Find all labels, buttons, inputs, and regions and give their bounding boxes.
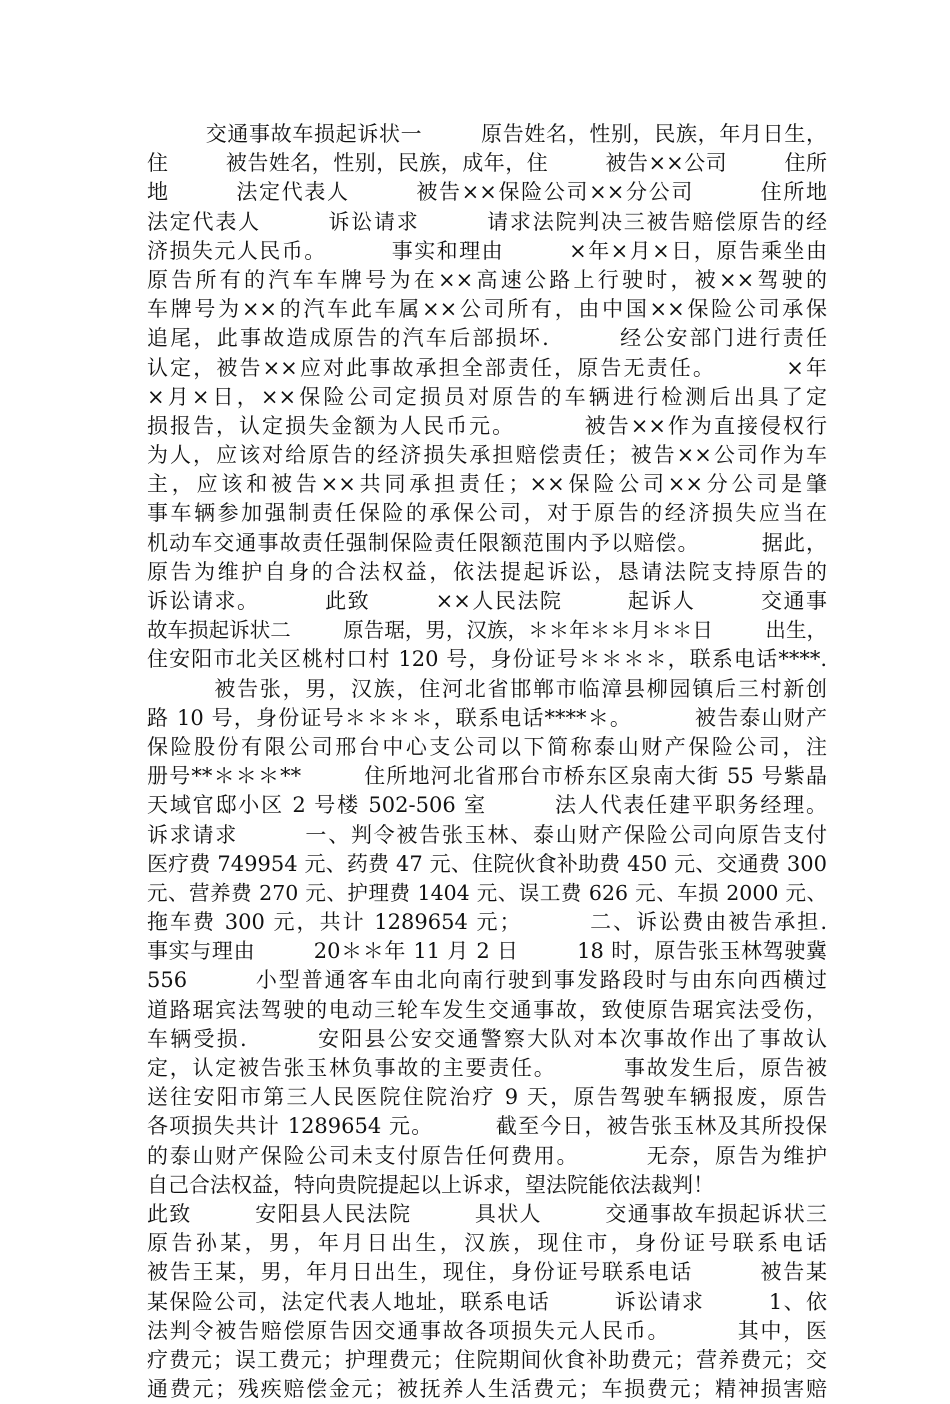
- text-line: 损报告，认定损失金额为人民币元。 被告××作为直接侵权行: [147, 413, 827, 438]
- text-line: 地 法定代表人 被告××保险公司××分公司 住所地: [147, 180, 827, 205]
- text-line: 路 10 号，身份证号＊＊＊＊，联系电话****＊。 被告泰山财产: [147, 705, 827, 730]
- text-line: ×月×日，××保险公司定损员对原告的车辆进行检测后出具了定: [147, 384, 827, 409]
- text-line: 的泰山财产保险公司未支付原告任何费用。 无奈，原告为维护: [147, 1143, 827, 1168]
- text-line: 车辆受损. 安阳县公安交通警察大队对本次事故作出了事故认: [147, 1026, 827, 1051]
- text-line: 济损失元人民币。 事实和理由 ×年×月×日，原告乘坐由: [147, 238, 827, 263]
- text-line: 车牌号为××的汽车此车属××公司所有，由中国××保险公司承保: [147, 297, 827, 322]
- text-line: 法判令被告赔偿原告因交通事故各项损失元人民币。 其中，医: [147, 1318, 827, 1343]
- text-line: 原告为维护自身的合法权益，依法提起诉讼，恳请法院支持原告的: [147, 559, 827, 584]
- text-line: 事车辆参加强制责任保险的承保公司，对于原告的经济损失应当在: [147, 501, 827, 526]
- text-line: 住 被告姓名，性别，民族，成年，住 被告××公司 住所: [147, 151, 827, 176]
- text-line: 故车损起诉状二 原告琚，男，汉族，＊＊年＊＊月＊＊日 出生，: [147, 618, 827, 643]
- text-line: 认定，被告××应对此事故承担全部责任，原告无责任。 ×年: [147, 355, 827, 380]
- text-line: 住安阳市北关区桃村口村 120 号，身份证号＊＊＊＊，联系电话****.: [147, 647, 827, 672]
- text-line: 556 小型普通客车由北向南行驶到事发路段时与由东向西横过: [147, 968, 827, 993]
- text-line: 原告孙某，男，年月日出生，汉族，现住市，身份证号联系电话: [147, 1231, 827, 1256]
- text-line: 事实与理由 20＊＊年 11 月 2 日 18 时，原告张玉林驾驶冀: [147, 939, 827, 964]
- text-line: 天域官邸小区 2 号楼 502-506 室 法人代表任建平职务经理。: [147, 793, 827, 818]
- text-line: 追尾，此事故造成原告的汽车后部损坏. 经公安部门进行责任: [147, 326, 827, 351]
- text-line: 为人，应该对给原告的经济损失承担赔偿责任；被告××公司作为车: [147, 443, 827, 468]
- text-line: 此致 安阳县人民法院 具状人 交通事故车损起诉状三: [147, 1201, 827, 1226]
- text-line: 自己合法权益，特向贵院提起以上诉求，望法院能依法裁判！: [147, 1172, 714, 1197]
- text-line: 保险股份有限公司邢台中心支公司以下简称泰山财产保险公司，注: [147, 734, 827, 759]
- text-line: 元、营养费 270 元、护理费 1404 元、误工费 626 元、车损 2000 元、: [147, 880, 827, 905]
- text-line: 某保险公司，法定代表人地址，联系电话 诉讼请求 1、依: [147, 1289, 827, 1314]
- text-line: 册号**＊＊＊** 住所地河北省邢台市桥东区泉南大街 55 号紫晶: [147, 764, 827, 789]
- text-line: 主，应该和被告××共同承担责任；××保险公司××分公司是肇: [147, 472, 827, 497]
- text-line: 机动车交通事故责任强制保险责任限额范围内予以赔偿。 据此，: [147, 530, 827, 555]
- text-line: 法定代表人 诉讼请求 请求法院判决三被告赔偿原告的经: [147, 209, 827, 234]
- document-body: [147, 120, 827, 1404]
- text-line: 送往安阳市第三人民医院住院治疗 9 天，原告驾驶车辆报废，原告: [147, 1085, 827, 1110]
- text-line: 各项损失共计 1289654 元。 截至今日，被告张玉林及其所投保: [147, 1114, 827, 1139]
- text-line: 拖车费 300 元，共计 1289654 元； 二、诉讼费由被告承担.: [147, 910, 827, 935]
- text-line: 通费元；残疾赔偿金元；被抚养人生活费元；车损费元；精神损害赔: [147, 1377, 827, 1402]
- text-line: 医疗费 749954 元、药费 47 元、住院伙食补助费 450 元、交通费 300: [147, 851, 827, 876]
- text-line: 交通事故车损起诉状一 原告姓名，性别，民族，年月日生，: [147, 122, 827, 146]
- text-line: 诉求请求 一、判令被告张玉林、泰山财产保险公司向原告支付: [147, 822, 827, 847]
- text-line: 疗费元；误工费元；护理费元；住院期间伙食补助费元；营养费元；交: [147, 1347, 827, 1372]
- text-line: 定，认定被告张玉林负事故的主要责任。 事故发生后，原告被: [147, 1056, 827, 1080]
- text-line: 道路琚宾法驾驶的电动三轮车发生交通事故，致使原告琚宾法受伤，: [147, 997, 827, 1022]
- text-line: 被告张，男，汉族，住河北省邯郸市临漳县柳园镇后三村新创: [147, 676, 827, 701]
- text-line: 被告王某，男，年月日出生，现住，身份证号联系电话 被告某: [147, 1260, 827, 1285]
- text-line: 原告所有的汽车车牌号为在××高速公路上行驶时，被××驾驶的: [147, 267, 827, 292]
- text-line: 诉讼请求。 此致 ××人民法院 起诉人 交通事: [147, 589, 827, 613]
